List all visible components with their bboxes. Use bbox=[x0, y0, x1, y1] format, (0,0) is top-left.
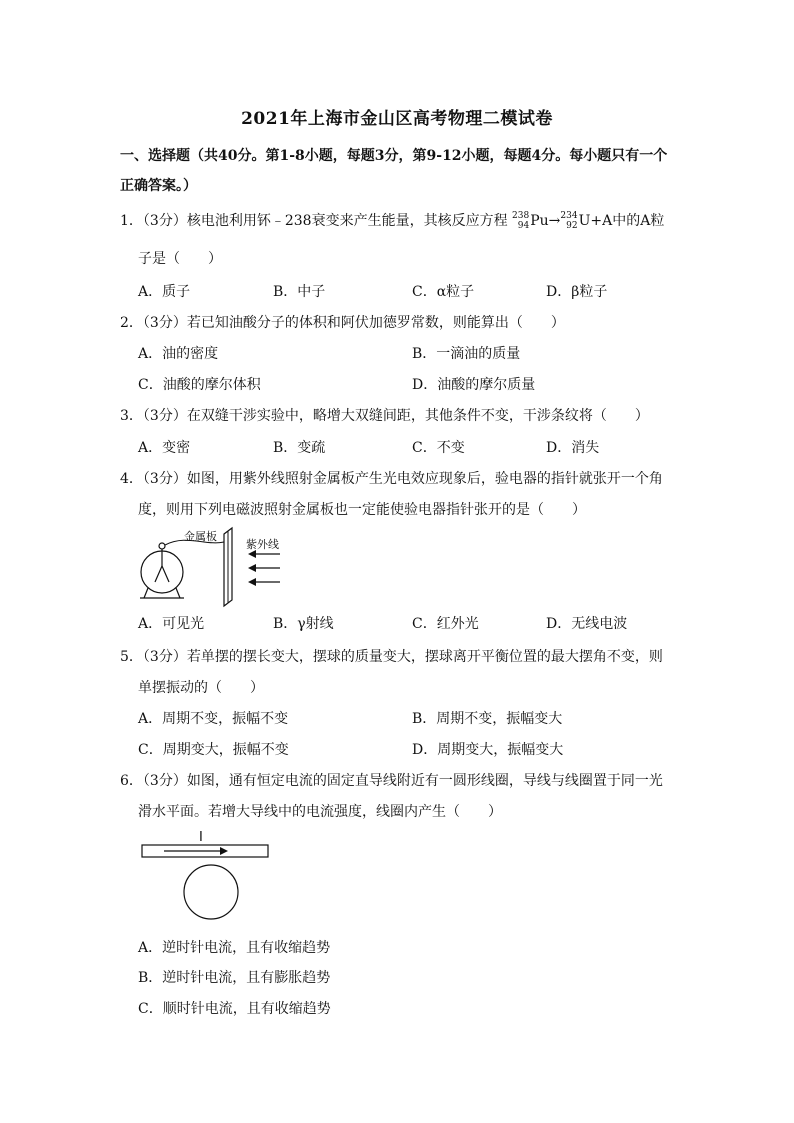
current-label: I bbox=[199, 830, 203, 845]
q4-option-b[interactable]: B．γ射线 bbox=[273, 616, 334, 632]
q2-option-c[interactable]: C．油酸的摩尔体积 bbox=[138, 377, 261, 393]
q4-option-d[interactable]: D．无线电波 bbox=[546, 616, 628, 632]
section-heading-line1: 一、选择题（共40分。第1-8小题，每题3分，第9-12小题，每题4分。每小题只有一个 bbox=[120, 148, 668, 164]
q5-option-d[interactable]: D．周期变大，振幅变大 bbox=[412, 742, 564, 758]
wire-coil-figure bbox=[140, 826, 272, 922]
element-pu: Pu bbox=[530, 213, 549, 229]
question-number: 6． bbox=[120, 773, 143, 789]
q5-option-c[interactable]: C．周期变大，振幅不变 bbox=[138, 742, 289, 758]
question-text: 若单摆的摆长变大，摆球的质量变大，摆球离开平衡位置的最大摆角不变，则 bbox=[186, 649, 663, 665]
question-1-line2: 子是（ ） bbox=[138, 251, 222, 267]
q6-option-b[interactable]: B．逆时针电流，且有膨胀趋势 bbox=[138, 970, 331, 986]
question-score: （3分） bbox=[142, 213, 187, 229]
photoelectric-figure bbox=[136, 524, 296, 608]
question-text: 若已知油酸分子的体积和阿伏加德罗常数，则能算出（ ） bbox=[186, 315, 565, 331]
question-text: 在双缝干涉实验中，略增大双缝间距，其他条件不变，干涉条纹将（ ） bbox=[186, 408, 649, 424]
q5-option-a[interactable]: A．周期不变，振幅不变 bbox=[138, 711, 289, 727]
question-number: 1． bbox=[120, 213, 143, 229]
question-3 bbox=[120, 405, 649, 425]
q4-option-c[interactable]: C．红外光 bbox=[412, 616, 479, 632]
mass-number-pu: 238 bbox=[512, 211, 530, 221]
electroscope-base-left bbox=[144, 588, 148, 598]
electroscope-leaf-right bbox=[162, 566, 169, 582]
q6-option-a[interactable]: A．逆时针电流，且有收缩趋势 bbox=[138, 940, 331, 956]
atomic-number-pu: 94 bbox=[517, 221, 530, 231]
question-score: （3分） bbox=[142, 408, 187, 424]
question-6 bbox=[120, 770, 663, 790]
electroscope-base-right bbox=[176, 588, 180, 598]
section-heading-line2: 正确答案。） bbox=[120, 178, 197, 194]
question-1 bbox=[120, 210, 664, 231]
question-number: 2． bbox=[120, 315, 143, 331]
question-text: 如图，通有恒定电流的固定直导线附近有一圆形线圈，导线与线圈置于同一光 bbox=[186, 773, 663, 789]
question-4-line2: 度，则用下列电磁波照射金属板也一定能使验电器指针张开的是（ ） bbox=[138, 502, 586, 518]
q3-option-d[interactable]: D．消失 bbox=[546, 440, 600, 456]
question-text: 核电池利用钚﹣238衰变来产生能量，其核反应方程 bbox=[186, 213, 508, 229]
uv-arrow-2-head bbox=[248, 564, 256, 572]
question-score: （3分） bbox=[142, 315, 187, 331]
q6-option-c[interactable]: C．顺时针电流，且有收缩趋势 bbox=[138, 1001, 331, 1017]
question-number: 5． bbox=[120, 649, 143, 665]
question-score: （3分） bbox=[142, 773, 187, 789]
circular-coil bbox=[184, 865, 238, 919]
question-score: （3分） bbox=[142, 649, 187, 665]
question-text-cont: 中的A粒 bbox=[612, 213, 665, 229]
plate-label: 金属板 bbox=[184, 530, 217, 543]
q1-option-a[interactable]: A．质子 bbox=[138, 284, 191, 300]
question-number: 4． bbox=[120, 471, 143, 487]
mass-number-u: 234 bbox=[560, 211, 578, 221]
q2-option-a[interactable]: A．油的密度 bbox=[138, 346, 219, 362]
question-4 bbox=[120, 468, 663, 488]
question-score: （3分） bbox=[142, 471, 187, 487]
uv-arrow-3-head bbox=[248, 578, 256, 586]
question-number: 3． bbox=[120, 408, 143, 424]
question-6-line2: 滑水平面。若增大导线中的电流强度，线圈内产生（ ） bbox=[138, 804, 502, 820]
nuclear-equation bbox=[512, 211, 612, 231]
electroscope-knob bbox=[159, 543, 165, 549]
question-2 bbox=[120, 312, 565, 332]
q5-option-b[interactable]: B．周期不变，振幅变大 bbox=[412, 711, 563, 727]
q2-option-b[interactable]: B．一滴油的质量 bbox=[412, 346, 521, 362]
q1-option-c[interactable]: C．α粒子 bbox=[412, 284, 475, 300]
element-u: U+A bbox=[578, 213, 613, 229]
q3-option-b[interactable]: B．变疏 bbox=[273, 440, 326, 456]
question-5 bbox=[120, 646, 663, 666]
section-heading bbox=[120, 141, 680, 201]
atomic-number-u: 92 bbox=[566, 221, 578, 231]
page-title: 2021年上海市金山区高考物理二模试卷 bbox=[241, 109, 553, 129]
q3-option-c[interactable]: C．不变 bbox=[412, 440, 465, 456]
q1-option-d[interactable]: D．β粒子 bbox=[546, 284, 608, 300]
uv-arrow-1-head bbox=[248, 550, 256, 558]
q1-option-b[interactable]: B．中子 bbox=[273, 284, 326, 300]
q3-option-a[interactable]: A．变密 bbox=[138, 440, 191, 456]
q2-option-d[interactable]: D．油酸的摩尔质量 bbox=[412, 377, 536, 393]
question-5-line2: 单摆振动的（ ） bbox=[138, 680, 264, 696]
question-text: 如图，用紫外线照射金属板产生光电效应现象后，验电器的指针就张开一个角 bbox=[186, 471, 663, 487]
reaction-arrow: → bbox=[548, 213, 561, 229]
electroscope-leaf-left bbox=[155, 566, 162, 582]
q4-option-a[interactable]: A．可见光 bbox=[138, 616, 205, 632]
uv-label: 紫外线 bbox=[246, 538, 279, 551]
